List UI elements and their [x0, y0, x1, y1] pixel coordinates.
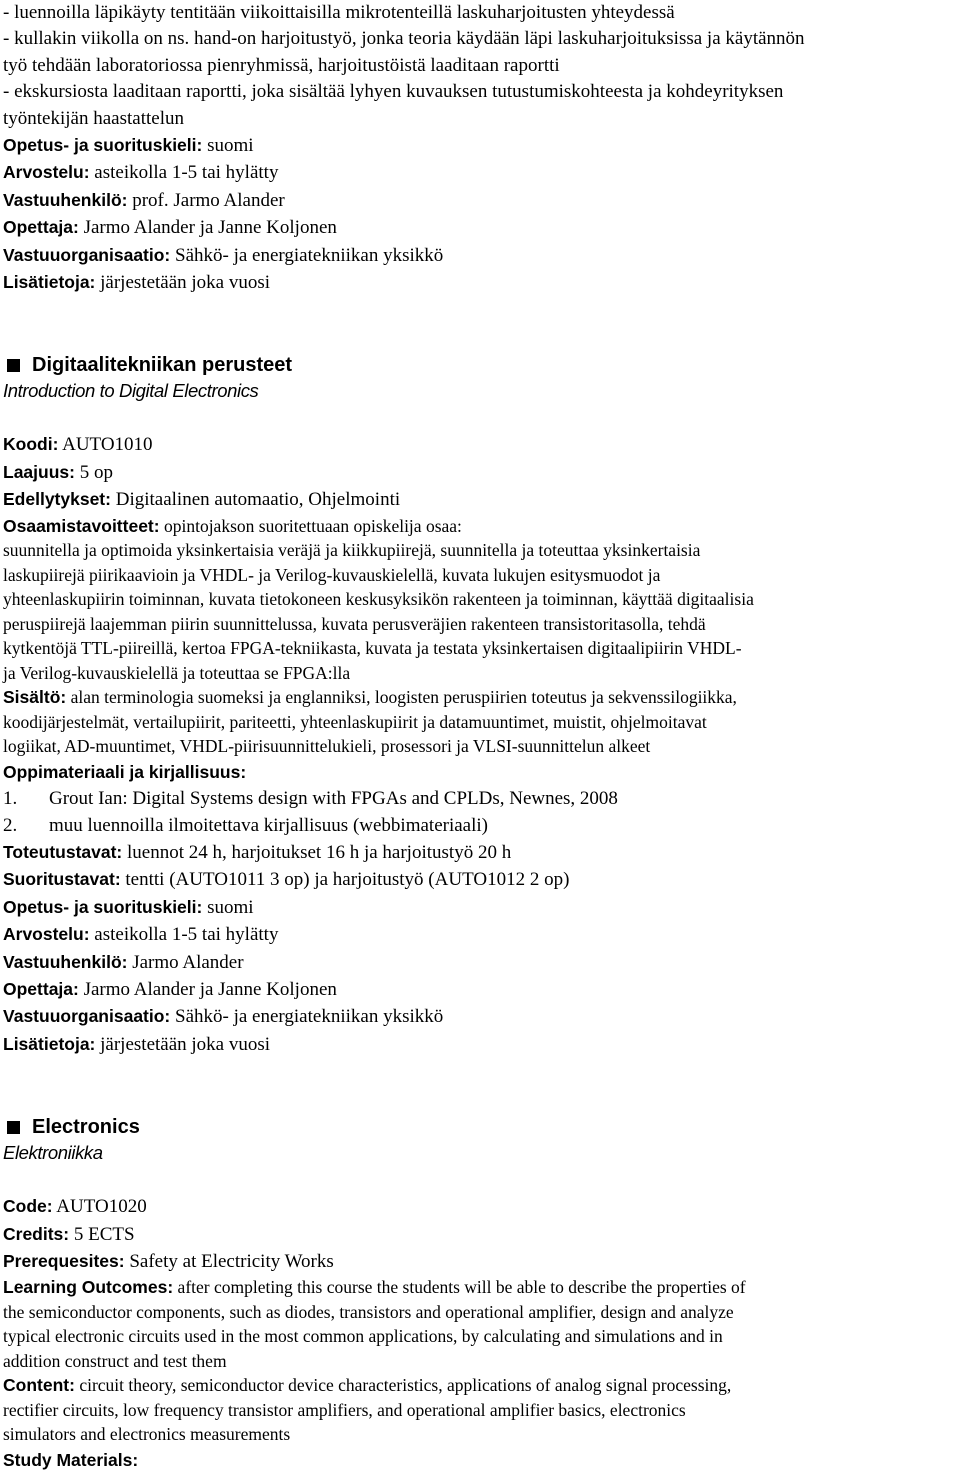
field-prerequisites: [3, 1248, 957, 1275]
outcomes-line: typical electronic circuits used in the most common applications, by calculating and simulations and in: [3, 1326, 723, 1347]
field-label: Vastuuorganisaatio:: [3, 1006, 171, 1027]
field-value: AUTO1010: [58, 434, 153, 456]
field-value: Jarmo Alander ja Janne Koljonen: [78, 217, 337, 239]
field-value: prof. Jarmo Alander: [127, 189, 285, 211]
document-page: [3, 0, 957, 1474]
field-teaching-language: [3, 132, 957, 159]
field-teacher: [3, 214, 957, 241]
field-assessment: [3, 866, 957, 893]
field-code: [3, 1193, 957, 1220]
field-label: Suoritustavat:: [3, 869, 121, 890]
course-content: [3, 1373, 957, 1447]
field-credits: [3, 1221, 957, 1248]
intro-line: työntekijän haastattelun: [3, 107, 184, 129]
content-line: rectifier circuits, low frequency transistor amplifiers, and operational amplifier basics, electronics: [3, 1399, 686, 1420]
square-bullet-icon: [7, 359, 20, 372]
field-label: Opettaja:: [3, 217, 79, 238]
field-responsible-org: [3, 1003, 957, 1030]
field-value: opintojakson suoritettuaan opiskelija osaa:: [159, 515, 462, 536]
field-value: suomi: [202, 896, 254, 918]
field-label: Opetus- ja suorituskieli:: [3, 896, 203, 917]
field-value: 5 op: [74, 461, 113, 483]
field-label: Oppimateriaali ja kirjallisuus:: [3, 761, 247, 782]
field-label: Arvostelu:: [3, 924, 90, 945]
field-value: 5 ECTS: [69, 1223, 135, 1245]
content-line: simulators and electronics measurements: [3, 1424, 291, 1445]
outcomes-line: laskupiirejä piirikaavioin ja VHDL- ja Verilog-kuvauskielellä, kuvata lukujen esitysmuodot ja: [3, 564, 661, 585]
field-label: Prerequesites:: [3, 1250, 125, 1271]
field-label: Arvostelu:: [3, 162, 90, 183]
field-value: after completing this course the students will be able to describe the properties of: [173, 1277, 746, 1298]
field-label: Code:: [3, 1196, 53, 1217]
field-value: luennot 24 h, harjoitukset 16 h ja harjoitustyö 20 h: [122, 841, 512, 863]
course-content: [3, 685, 957, 759]
field-label: Study Materials:: [3, 1449, 139, 1470]
field-label: Content:: [3, 1375, 75, 1396]
field-value: suomi: [202, 135, 254, 157]
field-label: Credits:: [3, 1223, 70, 1244]
field-credits: [3, 459, 957, 486]
course-subtitle: Elektroniikka: [3, 1142, 103, 1164]
field-label: Osaamistavoitteet:: [3, 515, 160, 536]
field-value: Digitaalinen automaatio, Ohjelmointi: [110, 489, 401, 511]
spacer: [3, 404, 957, 431]
outcomes-line: suunnitella ja optimoida yksinkertaisia veräjä ja kiikkupiirejä, suunnitella ja toteuttaa yksinkertaisia: [3, 540, 701, 561]
field-label: Laajuus:: [3, 461, 75, 482]
list-text: muu luennoilla ilmoitettava kirjallisuus (webbimateriaali): [49, 814, 488, 836]
content-line: logiikat, AD-muuntimet, VHDL-piirisuunnittelukieli, prosessori ja VLSI-suunnittelun alkeet: [3, 736, 651, 757]
field-label: Vastuuorganisaatio:: [3, 244, 171, 265]
course-subtitle: Introduction to Digital Electronics: [3, 380, 259, 402]
field-prerequisites: [3, 486, 957, 513]
field-value: tentti (AUTO1011 3 op) ja harjoitustyö (AUTO1012 2 op): [120, 869, 570, 891]
field-value: Sähkö- ja energiatekniikan yksikkö: [170, 244, 444, 266]
list-text: Grout Ian: Digital Systems design with FPGAs and CPLDs, Newnes, 2008: [49, 788, 618, 810]
field-teaching-language: [3, 894, 957, 921]
field-code: [3, 431, 957, 458]
field-value: asteikolla 1-5 tai hylätty: [89, 162, 279, 184]
outcomes-line: the semiconductor components, such as diodes, transistors and operational amplifier, design and analyze: [3, 1301, 734, 1322]
field-value: Jarmo Alander ja Janne Koljonen: [78, 978, 337, 1000]
intro-line: työ tehdään laboratoriossa pienryhmissä, harjoitustöistä laaditaan raportti: [3, 54, 560, 76]
course-title-text: Electronics: [32, 1116, 140, 1139]
field-label: Sisältö:: [3, 687, 67, 708]
field-value: järjestetään joka vuosi: [95, 272, 271, 294]
list-number: 2.: [3, 814, 18, 836]
list-number: 1.: [3, 788, 18, 810]
field-additional-info: [3, 1031, 957, 1058]
field-label: Lisätietoja:: [3, 272, 96, 293]
course-title-text: Digitaalitekniikan perusteet: [32, 354, 293, 377]
intro-line: - kullakin viikolla on ns. hand-on harjoitustyö, jonka teoria käydään läpi laskuharjoituksissa ja käytännön: [3, 28, 805, 50]
outcomes-line: kytkentöjä TTL-piireillä, kertoa FPGA-tekniikasta, kuvata ja testata yksinkertaisen digitaalipiirin VHDL-: [3, 638, 742, 659]
field-value: asteikolla 1-5 tai hylätty: [89, 924, 279, 946]
field-label: Lisätietoja:: [3, 1033, 96, 1054]
content-line: koodijärjestelmät, vertailupiirit, pariteetti, yhteenlaskupiirit ja datamuuntimet, muistit, ohjelmoitavat: [3, 711, 707, 732]
field-teacher: [3, 976, 957, 1003]
field-value: alan terminologia suomeksi ja englanniksi, loogisten peruspiirien toteutus ja sekvenssilogiikka,: [66, 687, 737, 708]
field-responsible-org: [3, 242, 957, 269]
field-value: Sähkö- ja energiatekniikan yksikkö: [170, 1006, 444, 1028]
field-grading: [3, 159, 957, 186]
field-value: järjestetään joka vuosi: [95, 1033, 271, 1055]
outcomes-first-line: [3, 514, 957, 539]
field-implementation: [3, 839, 957, 866]
field-label: Opettaja:: [3, 978, 79, 999]
section-spacer: [3, 296, 957, 352]
field-label: Toteutustavat:: [3, 841, 123, 862]
outcomes-line: peruspiirejä laajemman piirin suunnittelussa, kuvata perusveräjien rakenteen transistoritasolla, tehdä: [3, 613, 706, 634]
course-title: [3, 1114, 957, 1140]
field-value: AUTO1020: [52, 1196, 147, 1218]
outcomes-line: yhteenlaskupiirin toiminnan, kuvata tietokoneen keskusyksikön rakenteen ja toiminnan, käyttää digitaalisia: [3, 589, 754, 610]
square-bullet-icon: [7, 1121, 20, 1134]
learning-outcomes: [3, 514, 957, 686]
material-item: [3, 813, 957, 839]
field-responsible-person: [3, 949, 957, 976]
course-digitaalitekniikka: [3, 352, 957, 1058]
field-responsible-person: [3, 187, 957, 214]
field-additional-info: [3, 269, 957, 296]
field-label: Vastuuhenkilö:: [3, 189, 128, 210]
materials-heading: [3, 759, 957, 786]
learning-outcomes: [3, 1275, 957, 1373]
intro-fields: [3, 132, 957, 296]
outcomes-line: ja Verilog-kuvauskielellä ja toteuttaa se FPGA:lla: [3, 662, 351, 683]
outcomes-first-line: [3, 1275, 957, 1300]
field-label: Learning Outcomes:: [3, 1277, 174, 1298]
intro-notes: [3, 0, 957, 132]
course-title: [3, 352, 957, 378]
course-electronics: [3, 1114, 957, 1474]
intro-line: - ekskursiosta laaditaan raportti, joka sisältää lyhyen kuvauksen tutustumiskohteesta ja kohdeyrityksen: [3, 81, 784, 103]
intro-line: - luennoilla läpikäyty tentitään viikoittaisilla mikrotenteillä laskuharjoitusten yhteydessä: [3, 2, 675, 23]
section-spacer: [3, 1058, 957, 1114]
field-grading: [3, 921, 957, 948]
content-first-line: [3, 1373, 957, 1398]
materials-heading: [3, 1447, 957, 1474]
field-label: Vastuuhenkilö:: [3, 951, 128, 972]
content-first-line: [3, 685, 957, 710]
spacer: [3, 1166, 957, 1193]
field-value: Safety at Electricity Works: [124, 1250, 334, 1272]
field-label: Opetus- ja suorituskieli:: [3, 135, 203, 156]
outcomes-line: addition construct and test them: [3, 1350, 227, 1371]
material-item: [3, 786, 957, 812]
field-value: Jarmo Alander: [127, 951, 244, 973]
field-value: circuit theory, semiconductor device characteristics, applications of analog signal processing,: [74, 1375, 732, 1396]
field-label: Koodi:: [3, 434, 59, 455]
field-label: Edellytykset:: [3, 489, 111, 510]
